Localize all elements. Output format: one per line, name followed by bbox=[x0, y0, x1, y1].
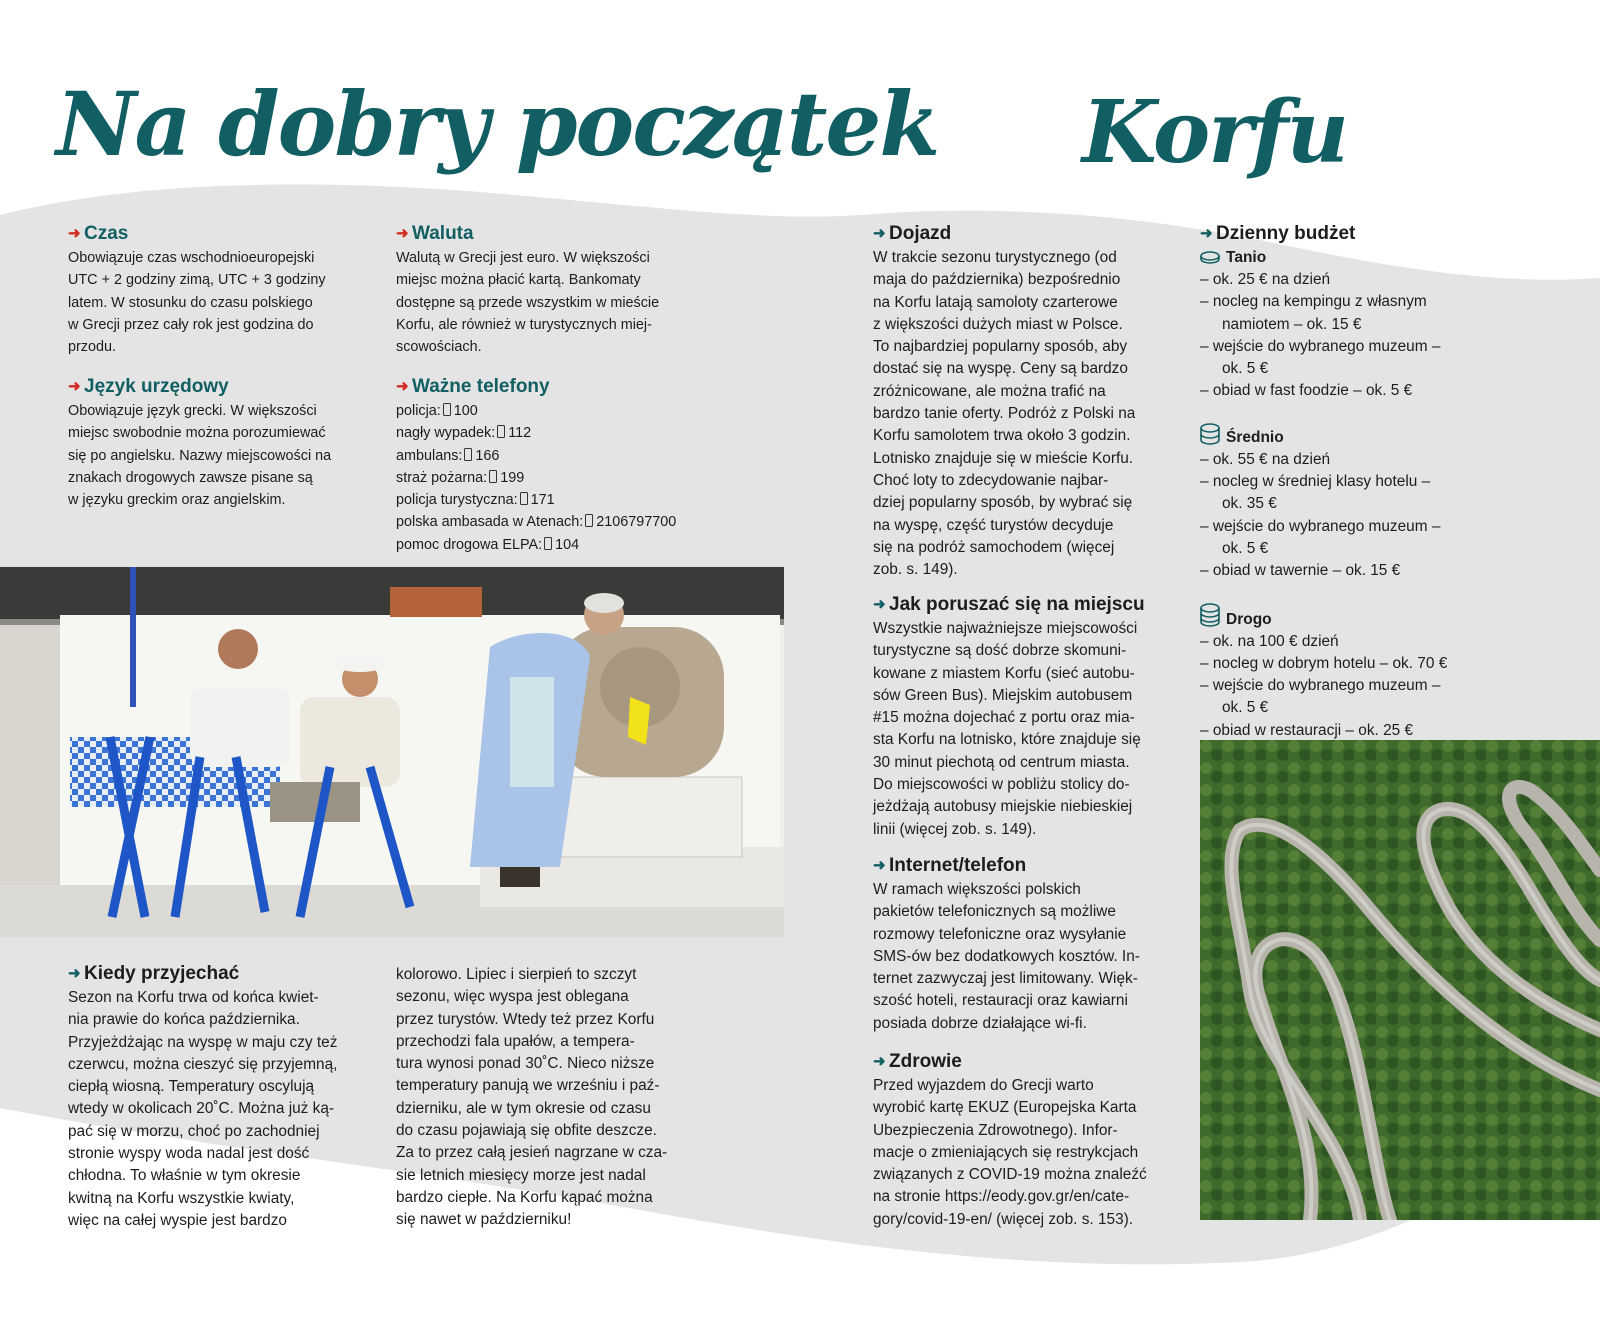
text-line: na stronie https://eody.gov.gr/en/cate- bbox=[873, 1188, 1130, 1206]
budget-item: – ok. na 100 € dzień bbox=[1200, 632, 1339, 650]
text-line: Do miejscowości w pobliżu stolicy do- bbox=[873, 776, 1130, 794]
text-line: stronie wyspy woda nadal jest dość bbox=[68, 1145, 310, 1163]
section-dojazd bbox=[873, 222, 1183, 581]
section-czas bbox=[68, 222, 378, 358]
phone-icon bbox=[497, 425, 505, 438]
tier-drogo: Drogo bbox=[1200, 603, 1500, 631]
section-kiedy bbox=[68, 962, 378, 1232]
text-line: dzierniku, ale w tym okresie od czasu bbox=[396, 1099, 651, 1117]
photo-winding-road bbox=[1200, 740, 1600, 1220]
budget-item: ok. 5 € bbox=[1222, 699, 1269, 717]
section-jezyk bbox=[68, 375, 378, 511]
budget-item: – nocleg na kempingu z własnym bbox=[1200, 293, 1427, 311]
text-line: bardzo tanie oferty. Podróż z Polski na bbox=[873, 405, 1136, 423]
text-line: sta Korfu na lotnisko, które znajduje się bbox=[873, 731, 1141, 749]
text-line: się po angielsku. Nazwy miejscowości na bbox=[68, 447, 332, 464]
text-line: Korfu samolotem trwa około 3 godzin. bbox=[873, 427, 1131, 445]
budget-item: – ok. 25 € na dzień bbox=[1200, 271, 1331, 288]
text-line: ciepłą wiosną. Temperatury oscylują bbox=[68, 1078, 315, 1096]
text-line: sie letnich miesięcy morze jest nadal bbox=[396, 1166, 646, 1184]
text-line: W ramach większości polskich bbox=[873, 881, 1081, 898]
text-line: wyrobić kartę EKUZ (Europejska Karta bbox=[873, 1099, 1137, 1117]
section-heading: Jak poruszać się na miejscu bbox=[889, 594, 1145, 615]
budget-item: ok. 35 € bbox=[1222, 495, 1277, 513]
text-line: związanych z COVID-19 można znaleźć bbox=[873, 1166, 1147, 1184]
text-line: Choć loty to zdecydowanie najbar- bbox=[873, 471, 1109, 489]
phone-entry: ambulans: 166 bbox=[396, 447, 500, 464]
section-internet bbox=[873, 854, 1183, 1035]
text-line: Przed wyjazdem do Grecji warto bbox=[873, 1077, 1094, 1094]
text-line: przez turystów. Wtedy też przez Korfu bbox=[396, 1010, 655, 1028]
text-line: gory/covid-19-en/ (więcej zob. s. 153). bbox=[873, 1210, 1134, 1228]
text-line: Sezon na Korfu trwa od końca kwiet- bbox=[68, 989, 319, 1006]
section-heading: Internet/telefon bbox=[889, 855, 1027, 876]
text-line: szość hoteli, restauracji oraz kawiarni bbox=[873, 992, 1128, 1010]
text-line: przodu. bbox=[68, 339, 116, 356]
text-line: na Korfu latają samoloty czarterowe bbox=[873, 293, 1118, 311]
budget-item: ok. 5 € bbox=[1222, 360, 1269, 378]
text-line: sów Green Bus). Miejskim autobusem bbox=[873, 686, 1133, 704]
text-line: nia prawie do końca października. bbox=[68, 1011, 300, 1029]
section-telefony bbox=[396, 375, 726, 556]
phone-icon bbox=[544, 537, 552, 550]
budget-item: – obiad w restauracji – ok. 25 € bbox=[1200, 721, 1414, 739]
budget-item: – obiad w fast foodzie – ok. 5 € bbox=[1200, 382, 1413, 400]
phone-icon bbox=[585, 514, 593, 527]
text-line: maja do października) bezpośrednio bbox=[873, 271, 1121, 289]
text-line: SMS-ów bez dodatkowych kosztów. In- bbox=[873, 947, 1140, 965]
text-line: pakietów telefonicznych są możliwe bbox=[873, 903, 1116, 921]
section-heading: Waluta bbox=[412, 223, 474, 244]
arrow-icon: ➜ bbox=[873, 225, 886, 242]
text-line: rozmowy telefoniczne oraz wysyłanie bbox=[873, 925, 1127, 943]
section-waluta bbox=[396, 222, 706, 358]
coins-icon bbox=[1200, 251, 1220, 265]
text-line: kowane z miastem Korfu (sieć autobu- bbox=[873, 664, 1135, 682]
section-heading: Język urzędowy bbox=[84, 376, 229, 397]
arrow-icon: ➜ bbox=[873, 857, 886, 874]
text-line: jeżdżają autobusy miejskie niebieskiej bbox=[873, 798, 1133, 816]
phone-entry: policja: 100 bbox=[396, 403, 478, 419]
budget-item: – nocleg w średniej klasy hotelu – bbox=[1200, 473, 1431, 491]
text-line: 30 minut piechotą od centrum miasta. bbox=[873, 753, 1130, 771]
arrow-icon: ➜ bbox=[873, 596, 886, 613]
budget-item: – wejście do wybranego muzeum – bbox=[1200, 337, 1441, 355]
text-line: tura wynosi ponad 30˚C. Nieco niższe bbox=[396, 1055, 655, 1073]
text-line: Za to przez całą jesień nagrzane w cza- bbox=[396, 1144, 668, 1162]
phone-entry: policja turystyczna: 171 bbox=[396, 492, 555, 509]
text-line: UTC + 2 godziny zimą, UTC + 3 godziny bbox=[68, 272, 326, 289]
text-line: Obowiązuje język grecki. W większości bbox=[68, 403, 317, 419]
budget-item: namiotem – ok. 15 € bbox=[1222, 315, 1362, 333]
text-line: kwitną na Korfu wszystkie kwiaty, bbox=[68, 1189, 295, 1207]
text-line: do czasu pojawiają się obfite deszcze. bbox=[396, 1122, 657, 1140]
coins-icon bbox=[1200, 603, 1220, 627]
section-heading: Czas bbox=[84, 223, 129, 244]
text-line: posiada dobrze działające wi-fi. bbox=[873, 1014, 1087, 1032]
arrow-icon: ➜ bbox=[68, 965, 81, 982]
text-line: w Grecji przez cały rok jest godzina do bbox=[68, 316, 314, 333]
text-line: W trakcie sezonu turystycznego (od bbox=[873, 249, 1117, 266]
arrow-icon: ➜ bbox=[68, 378, 81, 395]
arrow-icon: ➜ bbox=[396, 225, 409, 242]
tier-srednio: Średnio bbox=[1200, 423, 1500, 449]
text-line: sezonu, więc wyspa jest oblegana bbox=[396, 988, 629, 1006]
text-line: na wyspę, część turystów decyduje bbox=[873, 516, 1114, 534]
text-line: ternet zazwyczaj jest limitowany. Więk- bbox=[873, 970, 1138, 988]
text-line: kolorowo. Lipiec i sierpień to szczyt bbox=[396, 966, 637, 983]
section-heading: Dojazd bbox=[889, 223, 952, 244]
section-heading: Dzienny budżet bbox=[1216, 223, 1356, 244]
section-zdrowie bbox=[873, 1050, 1183, 1231]
text-line: Walutą w Grecji jest euro. W większości bbox=[396, 250, 650, 266]
text-line: miejsc swobodnie można porozumiewać bbox=[68, 425, 326, 442]
section-poruszac bbox=[873, 593, 1188, 841]
text-line: z większości dużych miast w Polsce. bbox=[873, 315, 1123, 333]
coins-icon bbox=[1200, 423, 1220, 445]
arrow-icon: ➜ bbox=[1200, 225, 1213, 242]
text-line: Wszystkie najważniejsze miejscowości bbox=[873, 620, 1138, 637]
phone-icon bbox=[443, 403, 451, 416]
tier-tanio: Tanio bbox=[1200, 247, 1500, 269]
text-line: miejsc można płacić kartą. Bankomaty bbox=[396, 272, 641, 289]
text-line: #15 można dojechać z portu oraz mia- bbox=[873, 709, 1135, 727]
text-line: macje o zmieniających się restrykcjach bbox=[873, 1143, 1139, 1161]
text-line: Lotnisko znajduje się w mieście Korfu. bbox=[873, 449, 1134, 467]
section-budzet bbox=[1200, 222, 1500, 742]
text-line: temperatury panują we wrześniu i paź- bbox=[396, 1077, 660, 1095]
text-line: linii (więcej zob. s. 149). bbox=[873, 820, 1037, 838]
text-line: pać się w morzu, choć po zachodniej bbox=[68, 1122, 320, 1140]
budget-item: – ok. 55 € na dzień bbox=[1200, 450, 1331, 468]
text-line: Przyjeżdżając na wyspę w maju czy też bbox=[68, 1033, 338, 1051]
budget-item: – wejście do wybranego muzeum – bbox=[1200, 677, 1441, 695]
text-line: turystyczne są dość dobrze skomuni- bbox=[873, 642, 1127, 660]
photo-cafe-scene bbox=[0, 567, 784, 937]
phone-entry: straż pożarna: 199 bbox=[396, 469, 525, 486]
text-line: się nawet w październiku! bbox=[396, 1211, 572, 1229]
text-line: Ubezpieczenia Zdrowotnego). Infor- bbox=[873, 1121, 1118, 1139]
text-line: zob. s. 149). bbox=[873, 561, 958, 579]
text-line: dostać się na wyspę. Ceny są bardzo bbox=[873, 360, 1128, 378]
budget-item: – nocleg w dobrym hotelu – ok. 70 € bbox=[1200, 654, 1448, 672]
text-line: wtedy w okolicach 20˚C. Można już ką- bbox=[68, 1100, 335, 1118]
text-line: Obowiązuje czas wschodnioeuropejski bbox=[68, 250, 315, 266]
text-line: bardzo ciepłe. Na Korfu kąpać można bbox=[396, 1188, 653, 1206]
text-line: Korfu, ale również w turystycznych miej- bbox=[396, 316, 652, 333]
section-heading: Ważne telefony bbox=[412, 376, 550, 397]
arrow-icon: ➜ bbox=[873, 1053, 886, 1070]
text-line: przechodzi fala upałów, a tempera- bbox=[396, 1032, 635, 1050]
phone-entry: nagły wypadek: 112 bbox=[396, 425, 532, 442]
budget-item: – obiad w tawernie – ok. 15 € bbox=[1200, 562, 1401, 580]
budget-item: ok. 5 € bbox=[1222, 539, 1269, 557]
phone-icon bbox=[464, 448, 472, 461]
section-heading: Zdrowie bbox=[889, 1051, 962, 1072]
arrow-icon: ➜ bbox=[68, 225, 81, 242]
text-line: latem. W stosunku do czasu polskiego bbox=[68, 294, 313, 311]
phone-entry: pomoc drogowa ELPA: 104 bbox=[396, 536, 580, 553]
section-heading: Kiedy przyjechać bbox=[84, 963, 240, 984]
section-kiedy-col2 bbox=[396, 964, 716, 1232]
text-line: To najbardziej popularny sposób, aby bbox=[873, 338, 1128, 356]
phone-icon bbox=[489, 470, 497, 483]
budget-item: – wejście do wybranego muzeum – bbox=[1200, 517, 1441, 535]
phone-entry: polska ambasada w Atenach: 2106797700 bbox=[396, 514, 677, 531]
text-line: scowościach. bbox=[396, 339, 482, 356]
text-line: znakach drogowych zawsze pisane są bbox=[68, 469, 313, 486]
page-title-left: Na dobry początek bbox=[56, 72, 939, 176]
text-line: czerwcu, można cieszyć się przyjemną, bbox=[68, 1055, 338, 1073]
text-line: chłodna. To właśnie w tym okresie bbox=[68, 1167, 301, 1185]
text-line: zróżnicowane, ale można trafić na bbox=[873, 382, 1106, 400]
page-title-right: Korfu bbox=[1082, 82, 1348, 183]
arrow-icon: ➜ bbox=[396, 378, 409, 395]
text-line: dziej popularny sposób, by wybrać się bbox=[873, 494, 1133, 512]
phone-icon bbox=[520, 492, 528, 505]
text-line: dostępne są przede wszystkim w mieście bbox=[396, 294, 660, 311]
text-line: się na podróż samochodem (więcej bbox=[873, 538, 1115, 556]
text-line: więc na całej wyspie jest bardzo bbox=[68, 1211, 287, 1229]
text-line: w języku greckim oraz angielskim. bbox=[68, 492, 286, 509]
